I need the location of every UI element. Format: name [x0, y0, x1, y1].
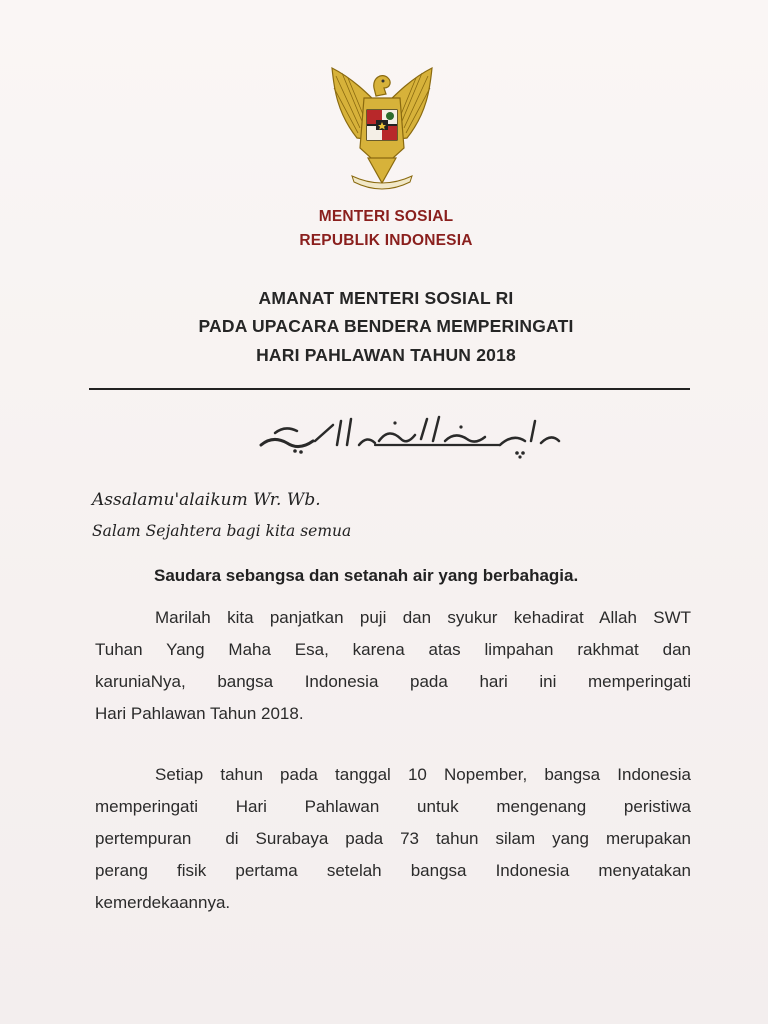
document-title-line2: PADA UPACARA BENDERA MEMPERINGATI — [198, 316, 574, 336]
salutation-salam-sejahtera: Salam Sejahtera bagi kita semua — [92, 522, 352, 540]
ministry-name: MENTERI SOSIAL — [318, 208, 454, 225]
paragraph-line: kemerdekaannya. — [95, 893, 231, 912]
paragraph-2 — [95, 759, 691, 919]
paragraph-1 — [95, 602, 691, 730]
document-title-line3: HARI PAHLAWAN TAHUN 2018 — [256, 345, 516, 365]
paragraph-line: pertempuran di Surabaya pada 73 tahun silam yang merupakan — [95, 829, 691, 848]
title-divider — [89, 388, 690, 390]
paragraph-line: Setiap tahun pada tanggal 10 Nopember, bangsa Indonesia — [155, 765, 691, 784]
paragraph-line: karuniaNya, bangsa Indonesia pada hari ini memperingati — [95, 672, 691, 691]
paragraph-line: perang fisik pertama setelah bangsa Indonesia menyatakan — [95, 861, 691, 880]
audience-greeting: Saudara sebangsa dan setanah air yang berbahagia. — [154, 566, 579, 585]
document-title-line1: AMANAT MENTERI SOSIAL RI — [258, 288, 514, 308]
salutation-assalamualaikum: Assalamu'alaikum Wr. Wb. — [92, 490, 321, 510]
basmala-calligraphy-icon — [255, 405, 565, 461]
ministry-country: REPUBLIK INDONESIA — [299, 232, 473, 249]
paragraph-line: Hari Pahlawan Tahun 2018. — [95, 704, 304, 723]
paragraph-line: Marilah kita panjatkan puji dan syukur kehadirat Allah SWT — [155, 608, 691, 627]
paragraph-line: Tuhan Yang Maha Esa, karena atas limpahan rakhmat dan — [95, 640, 691, 659]
paragraph-line: memperingati Hari Pahlawan untuk mengenang peristiwa — [95, 797, 691, 816]
garuda-emblem-icon — [312, 58, 452, 198]
